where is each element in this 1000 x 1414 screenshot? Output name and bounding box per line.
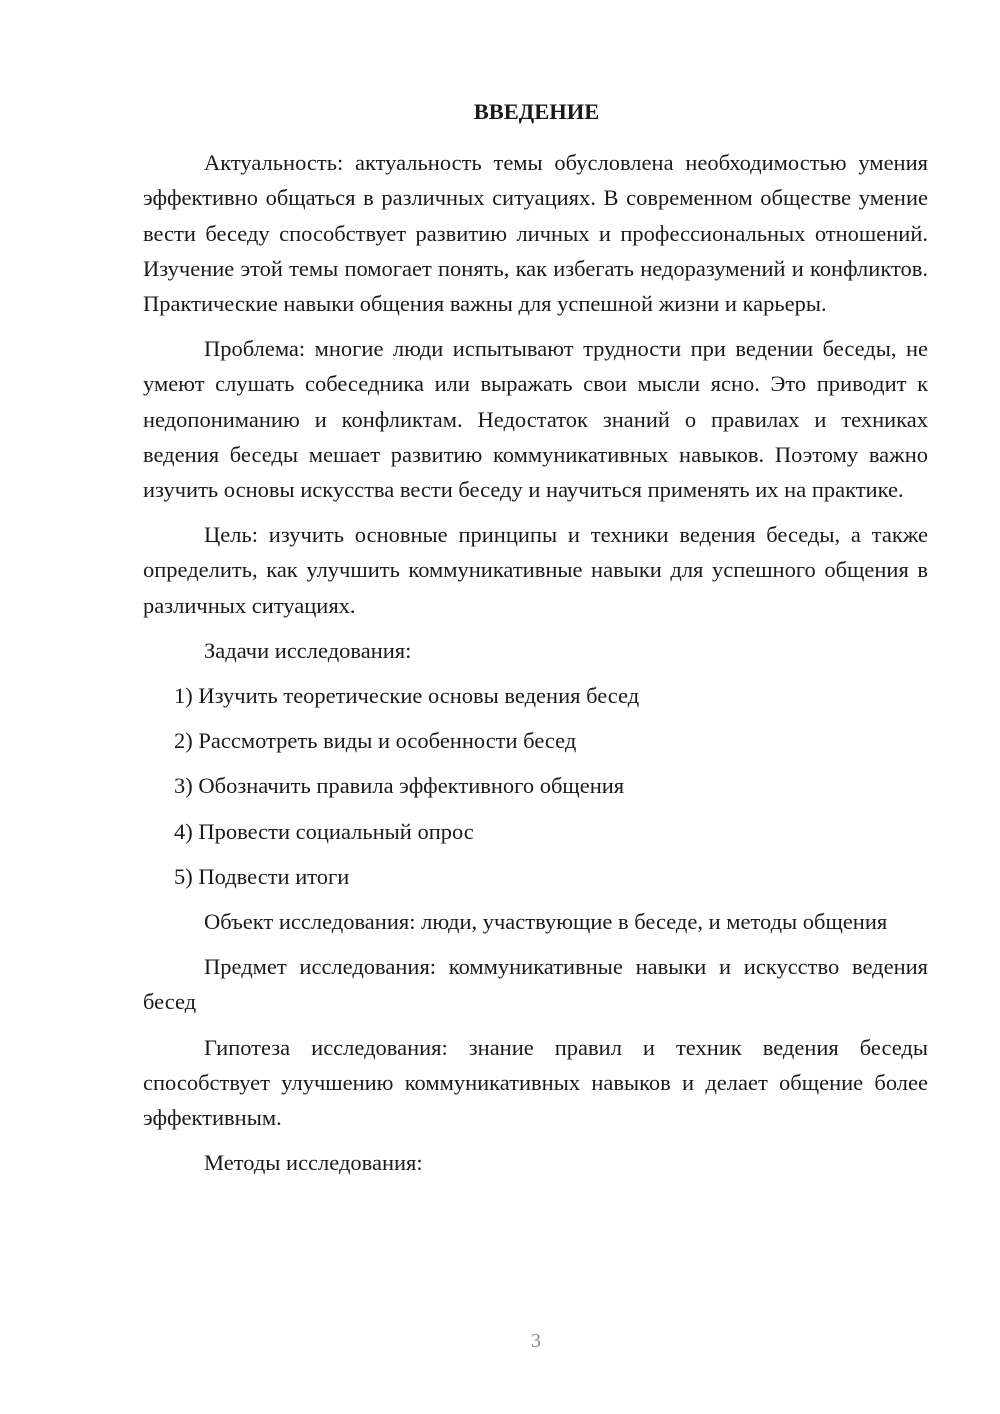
section-title: ВВЕДЕНИЕ bbox=[473, 99, 600, 124]
page-content bbox=[143, 94, 928, 1190]
problem-paragraph: Проблема: многие люди испытывают трудности при ведении беседы, не умеют слушать собеседника или выражать свои мысли ясно. Это приводит к недопониманию и конфликтам. Недостаток знаний о правилах и техниках ведения беседы мешает развитию коммуникативных навыков. Поэтому важно изучить основы искусства вести беседу и научиться применять их на практике. bbox=[143, 336, 928, 503]
subject-paragraph: Предмет исследования: коммуникативные навыки и искусство ведения бесед bbox=[143, 954, 928, 1015]
relevance-paragraph: Актуальность: актуальность темы обусловлена необходимостью умения эффективно общаться в различных ситуациях. В современном обществе умение вести беседу способствует развитию личных и профессиональных отношений. Изучение этой темы помогает понять, как избегать недоразумений и конфликтов. Практические навыки общения важны для успешной жизни и карьеры. bbox=[143, 150, 928, 317]
tasks-heading: Задачи исследования: bbox=[204, 637, 412, 663]
goal-paragraph: Цель: изучить основные принципы и техники ведения беседы, а также определить, как улучшить коммуникативные навыки для успешного общения в различных ситуациях. bbox=[143, 522, 928, 618]
task-item: 5) Подвести итоги bbox=[174, 863, 350, 889]
page-number: 3 bbox=[531, 1330, 541, 1352]
hypothesis-paragraph: Гипотеза исследования: знание правил и техник ведения беседы способствует улучшению коммуникативных навыков и делает общение более эффективным. bbox=[143, 1034, 928, 1131]
task-item: 3) Обозначить правила эффективного общения bbox=[174, 773, 625, 799]
tasks-list bbox=[143, 678, 928, 894]
task-item: 2) Рассмотреть виды и особенности бесед bbox=[174, 728, 577, 754]
task-item: 1) Изучить теоретические основы ведения бесед bbox=[174, 683, 640, 709]
task-item: 4) Провести социальный опрос bbox=[174, 818, 474, 844]
object-paragraph: Объект исследования: люди, участвующие в беседе, и методы общения bbox=[204, 909, 888, 935]
methods-heading: Методы исследования: bbox=[204, 1150, 423, 1176]
